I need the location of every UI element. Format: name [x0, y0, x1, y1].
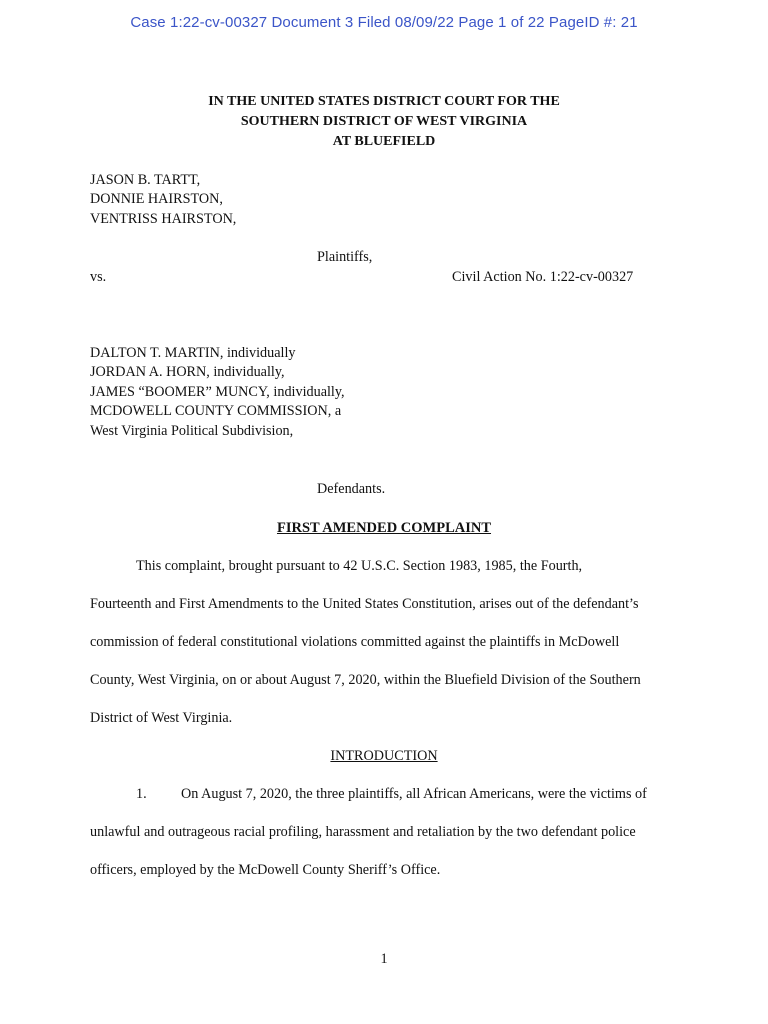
defendants-label: Defendants. — [317, 481, 386, 497]
court-name-line-3: AT BLUEFIELD — [332, 134, 436, 149]
plaintiff-name: DONNIE HAIRSTON, — [90, 191, 223, 207]
plaintiff-name: JASON B. TARTT, — [90, 172, 201, 188]
defendant-name: JORDAN A. HORN, individually, — [90, 364, 285, 380]
defendant-name: West Virginia Political Subdivision, — [90, 423, 294, 439]
defendant-name: JAMES “BOOMER” MUNCY, individually, — [90, 384, 345, 400]
plaintiff-name: VENTRISS HAIRSTON, — [90, 211, 237, 227]
paragraph-1-line: officers, employed by the McDowell County Sheriff’s Office. — [90, 862, 441, 878]
court-name-line-2: SOUTHERN DISTRICT OF WEST VIRGINIA — [240, 114, 528, 129]
case-header-stamp: Case 1:22-cv-00327 Document 3 Filed 08/09/22 Page 1 of 22 PageID #: 21 — [130, 14, 638, 31]
document-title: FIRST AMENDED COMPLAINT — [276, 520, 492, 536]
defendant-name: MCDOWELL COUNTY COMMISSION, a — [90, 403, 342, 419]
paragraph-number: 1. — [136, 786, 147, 802]
section-heading-introduction: INTRODUCTION — [330, 748, 438, 764]
intro-paragraph-line: District of West Virginia. — [90, 710, 233, 726]
page-number: 1 — [380, 951, 388, 967]
paragraph-1-line: On August 7, 2020, the three plaintiffs, all African Americans, were the victims of — [181, 786, 647, 802]
paragraph-1-line: unlawful and outrageous racial profiling, harassment and retaliation by the two defendant police — [90, 824, 636, 840]
intro-paragraph-line: Fourteenth and First Amendments to the United States Constitution, arises out of the defendant’s — [90, 596, 639, 612]
plaintiffs-label: Plaintiffs, — [317, 249, 373, 265]
intro-paragraph-line: County, West Virginia, on or about August 7, 2020, within the Bluefield Division of the Southern — [90, 672, 641, 688]
court-name-line-1: IN THE UNITED STATES DISTRICT COURT FOR THE — [208, 94, 560, 109]
defendant-name: DALTON T. MARTIN, individually — [90, 345, 296, 361]
civil-action-number: Civil Action No. 1:22-cv-00327 — [452, 269, 634, 285]
versus-label: vs. — [90, 269, 107, 285]
intro-paragraph-line: commission of federal constitutional violations committed against the plaintiffs in McDowell — [90, 634, 620, 650]
intro-paragraph-line: This complaint, brought pursuant to 42 U.S.C. Section 1983, 1985, the Fourth, — [136, 558, 583, 574]
